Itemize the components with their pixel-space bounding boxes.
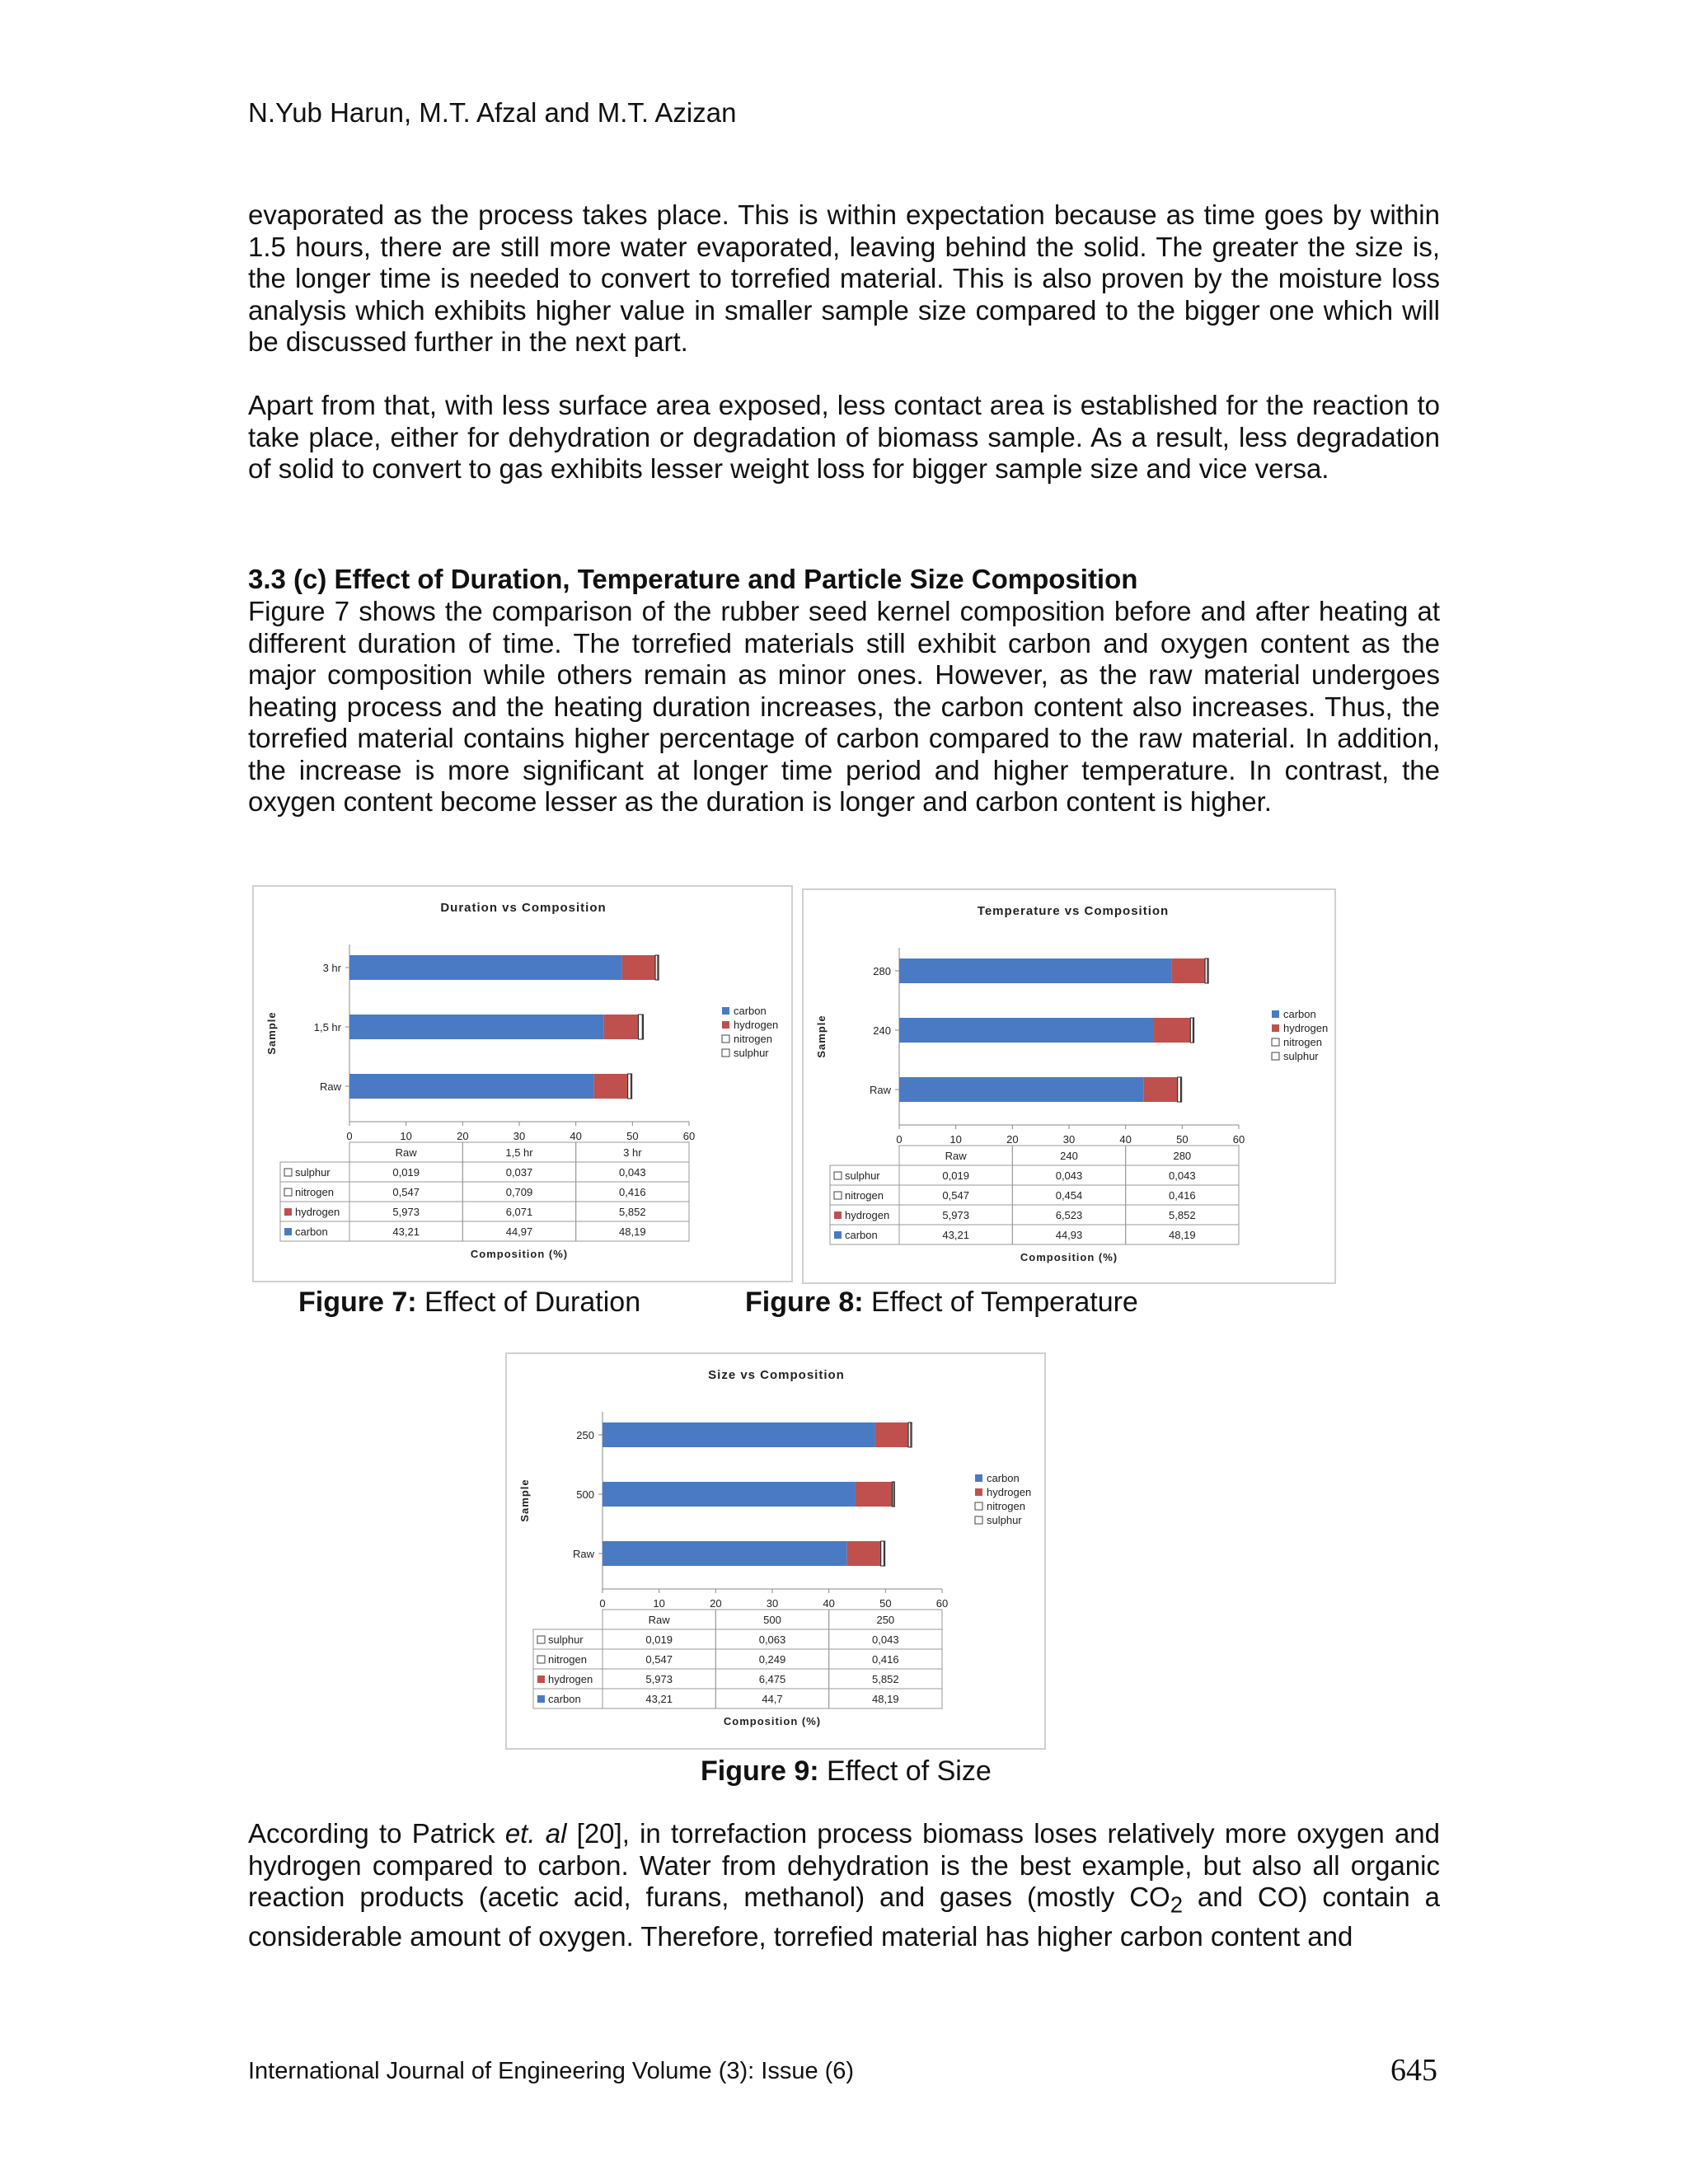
table-swatch-nitrogen [537, 1656, 545, 1663]
table-swatch-hydrogen [537, 1675, 545, 1683]
figure-8-label: Figure 8: [745, 1286, 864, 1318]
table-cell-text: 48,19 [872, 1693, 899, 1705]
x-tick-label: 40 [823, 1597, 835, 1610]
table-row-label: hydrogen [845, 1209, 890, 1221]
table-cell-text: 0,043 [872, 1633, 899, 1646]
bar-carbon [899, 1077, 1144, 1102]
table-header-text: 240 [1060, 1150, 1078, 1162]
x-tick-label: 0 [599, 1597, 606, 1610]
figure-7-caption [298, 1286, 640, 1319]
x-axis-label: Composition (%) [723, 1715, 822, 1727]
table-header-text: 250 [876, 1614, 895, 1626]
bar-hydrogen [1172, 958, 1205, 983]
figure-7-chart [252, 885, 793, 1282]
bar-carbon [603, 1482, 856, 1507]
table-row-label: sulphur [295, 1166, 331, 1179]
table-header-text: 3 hr [623, 1146, 642, 1159]
legend-swatch-carbon [722, 1007, 729, 1015]
table-cell-text: 43,21 [645, 1693, 673, 1705]
table-cell-text: 48,19 [619, 1226, 646, 1238]
x-tick-label: 10 [950, 1133, 962, 1146]
x-tick-label: 20 [710, 1597, 722, 1610]
table-cell-text: 44,7 [762, 1693, 783, 1705]
x-tick-label: 60 [1232, 1133, 1245, 1146]
table-header-text: Raw [945, 1150, 967, 1162]
table-cell-text: 0,019 [645, 1633, 673, 1646]
bar-hydrogen [622, 955, 655, 980]
table-cell-text: 0,454 [1055, 1189, 1083, 1202]
category-label: Raw [572, 1548, 594, 1560]
category-label: 3 hr [322, 962, 341, 974]
table-cell-text: 5,852 [619, 1206, 646, 1218]
legend-label-sulphur: sulphur [1283, 1050, 1319, 1062]
category-label: Raw [319, 1080, 341, 1093]
paragraph-1: evaporated as the process takes place. This is within expectation because as time goes by within 1.5 hours, there are still more water evaporated, leaving behind the solid. The greater the size is, the longer time is needed to convert to torrefied material. This is also proven by the moisture loss analysis which exhibits higher value in smaller sample size compared to the bigger one which will be discussed further in the next part. [248, 199, 1440, 357]
bar-hydrogen [1144, 1077, 1178, 1102]
table-swatch-sulphur [537, 1636, 545, 1643]
x-tick-label: 60 [935, 1597, 949, 1610]
table-cell-text: 0,019 [942, 1169, 969, 1182]
legend-swatch-carbon [1272, 1010, 1279, 1018]
table-cell-text: 5,852 [872, 1673, 899, 1685]
chart-title: Duration vs Composition [440, 901, 607, 915]
y-axis-label: Sample [815, 1015, 828, 1058]
legend-swatch-sulphur [975, 1516, 982, 1524]
table-row-label: carbon [295, 1226, 328, 1238]
figure-9-chart [505, 1352, 1046, 1750]
x-tick-label: 10 [400, 1130, 412, 1142]
table-cell-text: 0,019 [392, 1166, 420, 1179]
table-row-label: carbon [548, 1693, 581, 1705]
x-tick-label: 0 [896, 1133, 903, 1146]
table-cell-text: 5,973 [392, 1206, 420, 1218]
table-swatch-sulphur [284, 1169, 292, 1176]
table-cell-text: 0,547 [645, 1653, 673, 1666]
x-tick-label: 60 [682, 1130, 696, 1142]
chart-svg-duration [254, 887, 791, 1281]
x-tick-label: 10 [653, 1597, 665, 1610]
table-cell-text: 5,852 [1169, 1209, 1196, 1221]
chart-title: Size vs Composition [708, 1368, 845, 1382]
bar-carbon [899, 958, 1172, 983]
table-cell-text: 6,071 [505, 1206, 533, 1218]
table-row-label: hydrogen [548, 1673, 593, 1685]
legend-label-sulphur: sulphur [987, 1514, 1022, 1526]
bar-hydrogen [875, 1422, 908, 1447]
table-cell-text: 0,043 [1169, 1169, 1196, 1182]
figure-7-text: Effect of Duration [416, 1286, 641, 1318]
legend-label-nitrogen: nitrogen [734, 1033, 772, 1045]
legend-swatch-carbon [975, 1474, 982, 1482]
bar-hydrogen [856, 1482, 892, 1507]
table-cell-text: 43,21 [942, 1229, 969, 1241]
bar-sulphur [658, 955, 659, 980]
legend-swatch-nitrogen [1272, 1038, 1279, 1046]
bar-nitrogen [638, 1015, 642, 1039]
bar-sulphur [1180, 1077, 1181, 1102]
legend-label-carbon: carbon [1283, 1008, 1316, 1020]
bar-sulphur [893, 1482, 894, 1507]
table-swatch-carbon [537, 1695, 545, 1703]
table-cell-text: 44,93 [1055, 1229, 1083, 1241]
paragraph-2: Apart from that, with less surface area exposed, less contact area is established for the reaction to take place, either for dehydration or degradation of biomass sample. As a result, less degradation of solid to convert to gas exhibits lesser weight loss for bigger sample size and vice versa. [248, 390, 1440, 484]
table-cell-text: 0,416 [1169, 1189, 1196, 1202]
x-tick-label: 50 [626, 1130, 639, 1142]
bar-carbon [349, 955, 622, 980]
section-heading: 3.3 (c) Effect of Duration, Temperature and Particle Size Composition [248, 564, 1138, 594]
y-axis-label: Sample [518, 1479, 531, 1522]
table-cell-text: 5,973 [942, 1209, 969, 1221]
table-cell-text: 5,973 [645, 1673, 673, 1685]
figure-8-chart [802, 888, 1336, 1284]
bar-sulphur [642, 1015, 643, 1039]
figure-7-label: Figure 7: [298, 1286, 417, 1318]
chart-svg-temperature [804, 890, 1334, 1282]
co2-subscript: 2 [1170, 1891, 1184, 1918]
table-swatch-hydrogen [284, 1208, 292, 1216]
legend-swatch-hydrogen [722, 1021, 729, 1029]
table-row-label: sulphur [845, 1169, 880, 1182]
bar-nitrogen [1178, 1077, 1181, 1102]
legend-swatch-hydrogen [975, 1488, 982, 1496]
x-tick-label: 30 [766, 1597, 779, 1610]
table-row-label: hydrogen [295, 1206, 340, 1218]
table-swatch-carbon [834, 1231, 842, 1239]
x-axis-label: Composition (%) [1020, 1251, 1118, 1263]
bar-carbon [899, 1018, 1154, 1043]
figure-9-caption [701, 1755, 992, 1788]
table-cell-text: 48,19 [1169, 1229, 1196, 1241]
table-cell-text: 0,416 [872, 1653, 899, 1666]
table-cell-text: 0,547 [942, 1189, 969, 1202]
figure-8-caption [745, 1286, 1138, 1319]
table-row-label: nitrogen [548, 1653, 587, 1666]
table-cell-text: 0,037 [505, 1166, 533, 1179]
category-label: 1,5 hr [313, 1021, 341, 1033]
bar-hydrogen [1154, 1018, 1191, 1043]
figure-9-text: Effect of Size [818, 1755, 992, 1787]
bar-carbon [349, 1074, 594, 1099]
table-cell-text: 6,475 [758, 1673, 786, 1685]
bar-sulphur [911, 1422, 912, 1447]
x-tick-label: 50 [879, 1597, 892, 1610]
table-swatch-nitrogen [284, 1188, 292, 1196]
table-cell-text: 0,709 [505, 1186, 533, 1198]
x-tick-label: 30 [513, 1130, 526, 1142]
figure-8-text: Effect of Temperature [863, 1286, 1138, 1318]
legend-label-carbon: carbon [734, 1005, 767, 1017]
x-tick-label: 40 [570, 1130, 582, 1142]
x-tick-label: 0 [346, 1130, 353, 1142]
bar-hydrogen [604, 1015, 639, 1039]
bar-carbon [349, 1015, 604, 1039]
table-row-label: nitrogen [845, 1189, 884, 1202]
chart-title: Temperature vs Composition [977, 904, 1170, 918]
table-swatch-sulphur [834, 1172, 842, 1179]
legend-swatch-sulphur [722, 1049, 729, 1057]
table-header-text: 500 [763, 1614, 781, 1626]
figure-9-label: Figure 9: [701, 1755, 819, 1787]
running-header: N.Yub Harun, M.T. Afzal and M.T. Azizan [248, 97, 737, 128]
closing-text-2: [20], in torrefaction process biomass loses relatively more oxygen and hydrogen compared to carbon. Water from dehydration is the best example, but also all organic reaction products (acetic acid, furans, methanol) and gases (mostly CO [248, 1818, 1441, 1912]
table-row-label: nitrogen [295, 1186, 334, 1198]
table-cell-text: 0,063 [758, 1633, 786, 1646]
y-axis-label: Sample [265, 1011, 278, 1055]
x-tick-label: 50 [1176, 1133, 1189, 1146]
table-row-label: sulphur [548, 1633, 584, 1646]
bar-carbon [603, 1541, 847, 1566]
table-cell-text: 0,416 [619, 1186, 646, 1198]
table-header-text: Raw [648, 1614, 670, 1626]
table-header-text: Raw [395, 1146, 417, 1159]
table-cell-text: 0,043 [1055, 1169, 1083, 1182]
bar-sulphur [1207, 958, 1208, 983]
table-header-text: 1,5 hr [505, 1146, 533, 1159]
legend-label-nitrogen: nitrogen [1283, 1036, 1322, 1048]
category-label: 240 [873, 1024, 891, 1037]
page-number: 645 [1390, 2053, 1437, 2088]
bar-hydrogen [594, 1074, 628, 1099]
table-header-text: 280 [1173, 1150, 1192, 1162]
x-tick-label: 30 [1062, 1133, 1076, 1146]
journal-footer: International Journal of Engineering Volume (3): Issue (6) [248, 2058, 855, 2084]
legend-label-hydrogen: hydrogen [734, 1019, 779, 1031]
table-cell-text: 0,249 [758, 1653, 786, 1666]
table-cell-text: 0,043 [619, 1166, 646, 1179]
table-cell-text: 44,97 [505, 1226, 533, 1238]
table-swatch-nitrogen [834, 1192, 842, 1199]
table-swatch-carbon [284, 1228, 292, 1235]
legend-label-hydrogen: hydrogen [987, 1486, 1032, 1498]
x-tick-label: 20 [457, 1130, 469, 1142]
table-cell-text: 43,21 [392, 1226, 420, 1238]
bar-nitrogen [881, 1541, 884, 1566]
legend-swatch-nitrogen [722, 1035, 729, 1043]
closing-etal: et. al [504, 1818, 567, 1849]
legend-label-carbon: carbon [987, 1472, 1020, 1484]
table-cell-text: 0,547 [392, 1186, 420, 1198]
category-label: 500 [576, 1488, 594, 1501]
x-axis-label: Composition (%) [470, 1248, 569, 1260]
closing-text-1: According to Patrick [248, 1818, 505, 1849]
table-swatch-hydrogen [834, 1212, 842, 1219]
legend-swatch-nitrogen [975, 1502, 982, 1510]
category-label: Raw [869, 1084, 891, 1096]
bar-hydrogen [847, 1541, 881, 1566]
legend-label-hydrogen: hydrogen [1283, 1022, 1329, 1034]
closing-text-3: and CO) contain a considerable amount of oxygen. Therefore, torrefied material has higher carbon content and [248, 1882, 1440, 1952]
category-label: 280 [873, 965, 891, 977]
chart-svg-size [507, 1354, 1044, 1748]
x-tick-label: 40 [1119, 1133, 1132, 1146]
bar-carbon [603, 1422, 875, 1447]
category-label: 250 [576, 1429, 594, 1441]
legend-label-nitrogen: nitrogen [987, 1500, 1025, 1512]
bar-nitrogen [628, 1074, 631, 1099]
legend-label-sulphur: sulphur [734, 1047, 769, 1059]
table-cell-text: 6,523 [1055, 1209, 1083, 1221]
table-row-label: carbon [845, 1229, 878, 1241]
x-tick-label: 20 [1006, 1133, 1019, 1146]
legend-swatch-sulphur [1272, 1052, 1279, 1060]
section-paragraph: Figure 7 shows the comparison of the rubber seed kernel composition before and after heating at different duration of time. The torrefied materials still exhibit carbon and oxygen content as the major composition while others remain as minor ones. However, as the raw material undergoes heating process and the heating duration increases, the carbon content also increases. Thus, the torrefied material contains higher percentage of carbon compared to the raw material. In addition, the increase is more significant at longer time period and higher temperature. In contrast, the oxygen content become lesser as the duration is longer and carbon content is higher. [248, 596, 1440, 817]
closing-paragraph [248, 1818, 1440, 1953]
legend-swatch-hydrogen [1272, 1024, 1279, 1032]
